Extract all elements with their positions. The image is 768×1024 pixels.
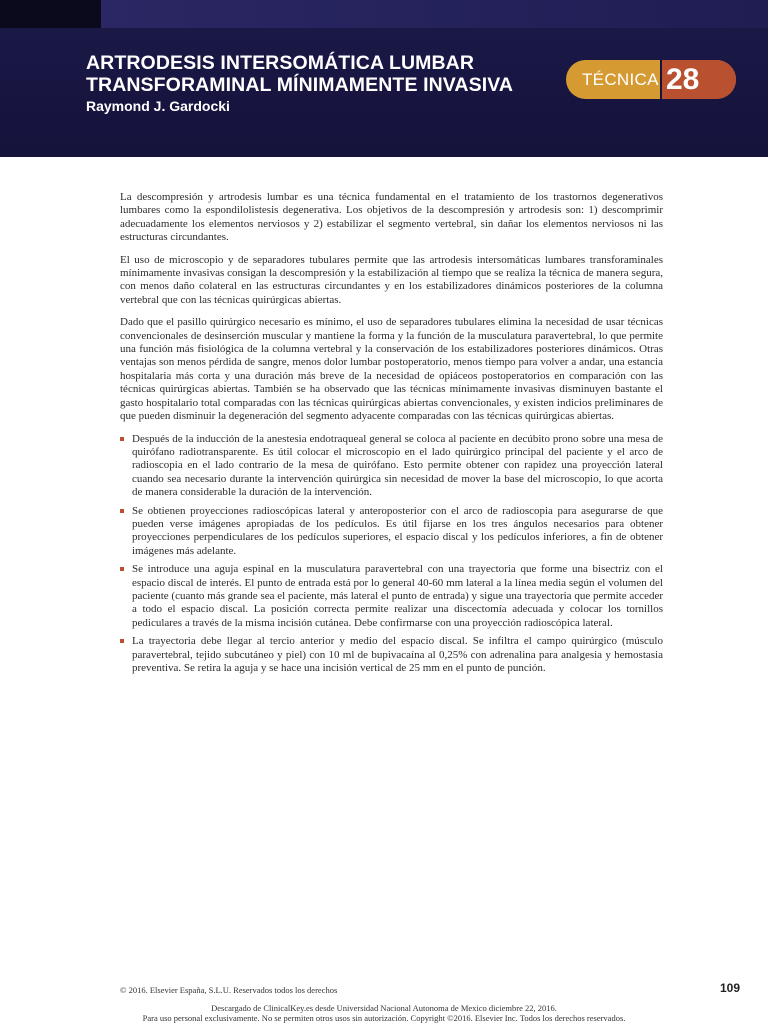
technique-badge-number: 28 — [666, 63, 700, 96]
header-corner-block — [0, 0, 101, 28]
header-top-band — [101, 0, 768, 28]
technique-badge — [566, 60, 736, 99]
chapter-author: Raymond J. Gardocki — [86, 98, 230, 114]
list-item-text: Se obtienen proyecciones radioscópicas lateral y anteroposterior con el arco de radioscopia para asegurarse de que pueden verse imágenes apropiadas de los pedículos. Es útil fijarse en los tres ángulos necesarios para obtener proyecciones perpendiculares de los pedículos superiores, el espacio discal y los pedículos inferiores, a fin de obtener imágenes más adelante. — [132, 504, 663, 557]
square-bullet-icon — [120, 567, 124, 571]
technique-badge-label: TÉCNICA — [582, 70, 659, 89]
technique-badge-separator — [660, 60, 662, 99]
square-bullet-icon — [120, 639, 124, 643]
chapter-title-line-1: ARTRODESIS INTERSOMÁTICA LUMBAR — [86, 52, 475, 74]
paragraph: El uso de microscopio y de separadores tubulares permite que las artrodesis intersomáticas lumbares transforaminales mínimamente invasivas consigan la descompresión y la estabilización al tiempo que se realiza la técnica de manera segura, con menos daño colateral en las estructuras circundantes y en los estabilizadores dinámicos posteriores de la columna vertebral que con las técnicas quirúrgicas abiertas. — [120, 253, 663, 306]
square-bullet-icon — [120, 437, 124, 441]
list-item — [120, 563, 663, 630]
list-item — [120, 433, 663, 500]
list-item-text: Se introduce una aguja espinal en la musculatura paravertebral con una trayectoria que forme una bisectriz con el espacio discal de interés. El punto de entrada está por lo general 40-60 mm lateral a la línea media según el volumen del paciente (cuanto más grande sea el paciente, más lateral el punto de entrada) y sigue una trayectoria que permite acceder a todo el espacio discal. La posición correcta permite realizar una discectomía adecuada y colocar los tornillos pediculares a través de la misma incisión cutánea. Debe confirmarse con una proyección radioscópica lateral. — [132, 563, 663, 629]
square-bullet-icon — [120, 509, 124, 513]
copyright-notice: © 2016. Elsevier España, S.L.U. Reservados todos los derechos — [120, 985, 338, 995]
page-number: 109 — [719, 981, 740, 995]
download-notice-line-1: Descargado de ClinicalKey.es desde Universidad Nacional Autonoma de Mexico diciembre 22, 2016. — [211, 1003, 557, 1013]
paragraph: Dado que el pasillo quirúrgico necesario es mínimo, el uso de separadores tubulares elimina la necesidad de usar técnicas convencionales de desinserción muscular y mantiene la forma y la función de la musculatura paravertebral, lo que permite una función más fisiológica de la columna vertebral y la conservación de los estabilizadores posteriores dinámicos. Otras ventajas son menos pérdida de sangre, menos dolor lumbar postoperatorio, menos tiempo para volver a andar, una estancia hospitalaria más corta y una duración más breve de la necesidad de opiáceos postoperatorios en comparación con las técnicas quirúrgicas abiertas. También se ha observado que las técnicas mínimamente invasivas disminuyen bastante el gasto hospitalario total comparadas con las técnicas quirúrgicas abiertas convencionales, y existen indicios preliminares de que pueden disminuir la degeneración del segmento adyacente comparadas con las técnicas quirúrgicas abiertas. — [120, 316, 663, 423]
chapter-title — [86, 52, 566, 96]
body-text — [120, 191, 663, 680]
chapter-header — [0, 0, 768, 157]
list-item-text: La trayectoria debe llegar al tercio anterior y medio del espacio discal. Se infiltra el campo quirúrgico (músculo paravertebral, tejido subcutáneo y piel) con 10 ml de bupivacaína al 0,25% con adrenalina para analgesia y hemostasia preventiva. Se retira la aguja y se hace una incisión vertical de 25 mm en el punto de punción. — [132, 635, 663, 674]
procedure-steps-list — [120, 433, 663, 676]
paragraph: La descompresión y artrodesis lumbar es una técnica fundamental en el tratamiento de los trastornos degenerativos lumbares como la espondilolistesis degenerativa. Los objetivos de la descompresión y artrodesis son: 1) descomprimir adecuadamente los elementos nerviosos y 2) estabilizar el segmento vertebral, sin dañar los elementos nerviosos ni las estructuras circundantes. — [120, 191, 663, 244]
list-item-text: Después de la inducción de la anestesia endotraqueal general se coloca al paciente en decúbito prono sobre una mesa de quirófano radiotransparente. Es útil colocar el microscopio en el lado quirúrgico principal del paciente y el arco de radioscopia en el lado contrario de la mesa de quirófano. Esto permite obtener con rapidez una proyección lateral cuando sea necesario durante la intervención quirúrgica sin necesidad de mover la base del microscopio, lo que acorta de manera considerable la duración de la intervención. — [132, 432, 663, 499]
list-item — [120, 635, 663, 675]
download-notice-line-2: Para uso personal exclusivamente. No se permiten otros usos sin autorización. Copyright ©2016. Elsevier Inc. Todos los derechos reservados. — [142, 1013, 626, 1023]
list-item — [120, 505, 663, 559]
chapter-title-line-2: TRANSFORAMINAL MÍNIMAMENTE INVASIVA — [86, 74, 514, 96]
